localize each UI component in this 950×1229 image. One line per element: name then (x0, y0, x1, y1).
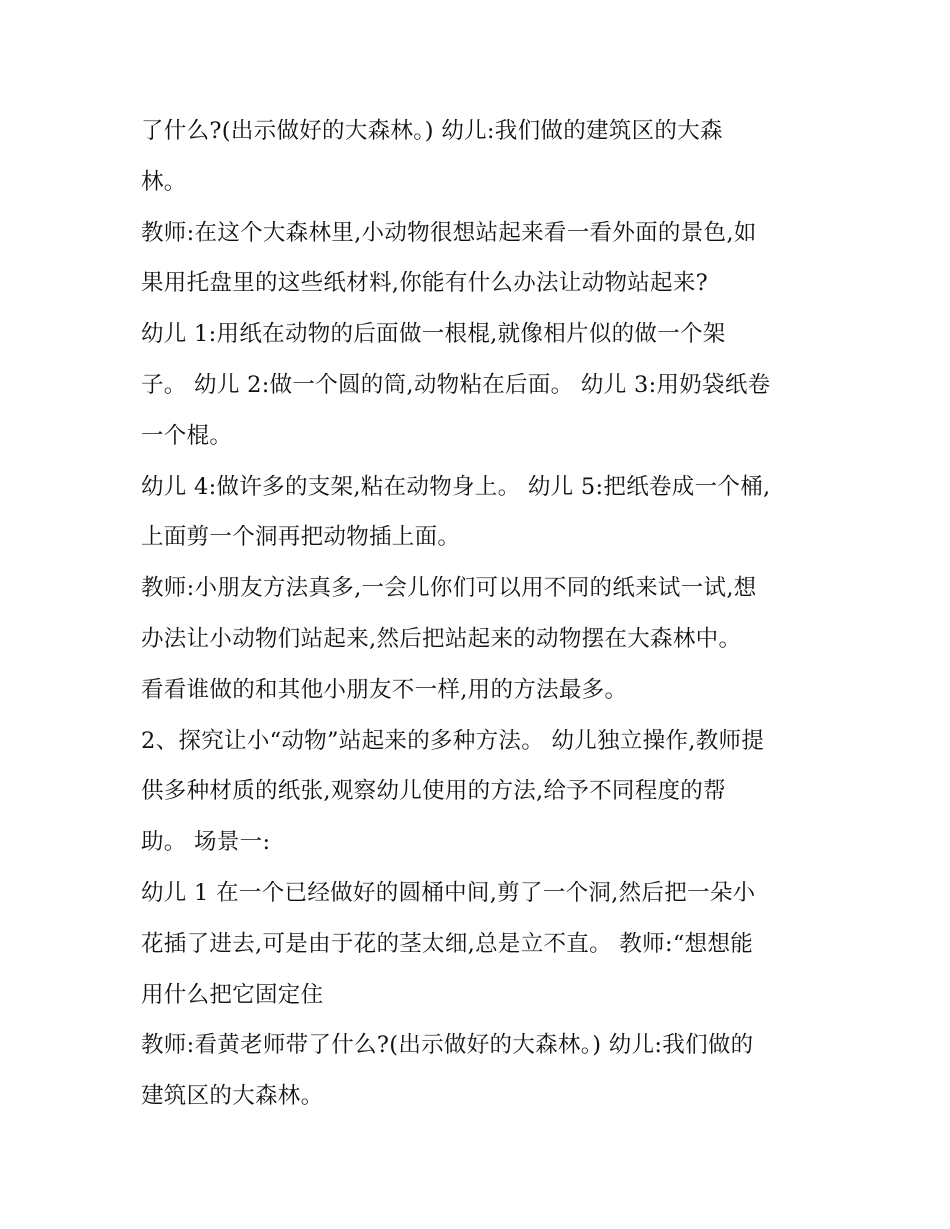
text-line: 子。 幼儿 2:做一个圆的筒,动物粘在后面。 幼儿 3:用奶袋纸卷 (141, 371, 771, 398)
text-line: 助。 场景一: (141, 829, 271, 856)
text-line: 果用托盘里的这些纸材料,你能有什么办法让动物站起来? (141, 270, 709, 297)
text-line: 教师:小朋友方法真多,一会儿你们可以用不同的纸来试一试,想 (141, 575, 757, 602)
text-line: 幼儿 4:做许多的支架,粘在动物身上。 幼儿 5:把纸卷成一个桶, (141, 473, 771, 500)
text-line: 幼儿 1:用纸在动物的后面做一根棍,就像相片似的做一个架 (141, 321, 726, 348)
text-line: 办法让小动物们站起来,然后把站起来的动物摆在大森林中。 (141, 625, 742, 652)
text-line: 一个棍。 (141, 422, 233, 449)
text-line: 幼儿 1 在一个已经做好的圆桶中间,剪了一个洞,然后把一朵小 (141, 879, 756, 906)
text-line: 用什么把它固定住 (141, 981, 324, 1008)
body-text (141, 106, 821, 1122)
text-line: 教师:看黄老师带了什么?(出示做好的大森林。) 幼儿:我们做的 (141, 1032, 754, 1059)
text-line: 了什么?(出示做好的大森林。) 幼儿:我们做的建筑区的大森 (141, 118, 723, 144)
text-line: 林。 (141, 168, 187, 195)
text-line: 教师:在这个大森林里,小动物很想站起来看一看外面的景色,如 (141, 219, 757, 246)
text-line: 2、探究让小“动物”站起来的多种方法。 幼儿独立操作,教师提 (141, 727, 765, 754)
text-line: 看看谁做的和其他小朋友不一样,用的方法最多。 (141, 676, 628, 703)
text-line: 供多种材质的纸张,观察幼儿使用的方法,给予不同程度的帮 (141, 778, 726, 805)
text-line: 建筑区的大森林。 (141, 1083, 324, 1110)
text-line: 上面剪一个洞再把动物插上面。 (141, 524, 461, 551)
text-line: 花插了进去,可是由于花的茎太细,总是立不直。 教师:“想想能 (141, 930, 754, 957)
